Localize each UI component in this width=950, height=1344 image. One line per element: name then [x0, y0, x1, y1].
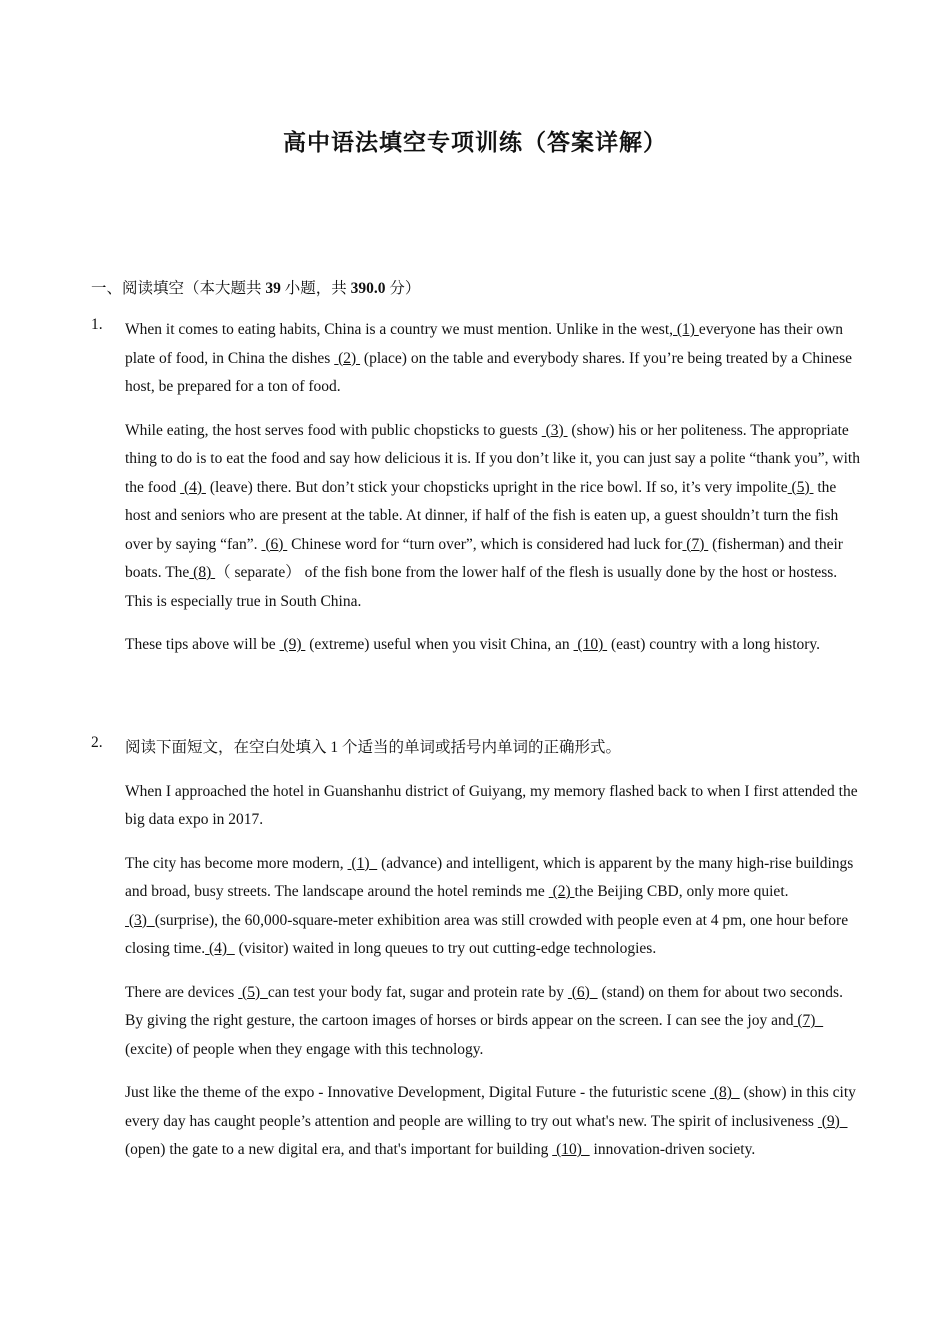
passage-paragraph: There are devices (5) can test your body fat, sugar and protein rate by (6) (stand) on them for about two seconds. By giving the right gesture, the cartoon images of horses or birds appear on the screen. I can see the joy and (7) (excite) of people when they engage with this technology. [125, 983, 843, 1058]
passage-paragraph: While eating, the host serves food with public chopsticks to guests (3) (show) his or her politeness. The appropriate thing to do is to eat the food and say how delicious it is. If you don’t like it, you can just say a polite “thank you”, with the food (4) (leave) there. But don’t stick your chopsticks upright in the rice bowl. If so, it’s very impolite (5) the host and seniors who are present at the table. At dinner, if half of the fish is eaten up, a guest shouldn’t turn the fish over by saying “fan”. (6) Chinese word for “turn over”, which is considered had luck for (7) (fisherman) and their boats. The (8) （ separate） of the fish bone from the lower half of the flesh is usually done by the host or hostess. This is especially true in South China. [125, 421, 860, 610]
question-2 [91, 734, 861, 1180]
passage-paragraph: Just like the theme of the expo - Innovative Development, Digital Future - the futuristic scene (8) (show) in this city every day has caught people’s attention and people are willing to try out what's new. The spirit of inclusiveness (9) (open) the gate to a new digital era, and that's important for building (10) innovation-driven society. [125, 1084, 856, 1158]
passage-paragraph: The city has become more modern, (1) (advance) and intelligent, which is apparent by the many high-rise buildings and broad, busy streets. The landscape around the hotel reminds me (2) the Beijing CBD, only more quiet. (3) (surprise), the 60,000-square-meter exhibition area was still crowded with people even at 4 pm, one hour before closing time. (4) (visitor) waited in long queues to try out cutting-edge technologies. [125, 854, 854, 957]
question-instruction: 阅读下面短文，在空白处填入 1 个适当的单词或括号内单词的正确形式。 [125, 739, 622, 756]
blank-7[interactable]: (7) [682, 535, 709, 553]
blank-2[interactable]: (2) [334, 349, 361, 367]
blank-5[interactable]: (5) [787, 478, 814, 496]
blank-8[interactable]: (8) [189, 564, 216, 581]
blank-3[interactable]: (3) [125, 911, 155, 929]
question-number: 1. [91, 316, 103, 333]
passage-paragraph: When it comes to eating habits, China is a country we must mention. Unlike in the west, (1) everyone has their own plate of food, in China the dishes (2) (place) on the table and everybody shares. If you’re being treated by a Chinese host, be prepared for a ton of food. [125, 321, 852, 395]
blank-10[interactable]: (10) [573, 636, 608, 653]
passage-paragraph: When I approached the hotel in Guanshanhu district of Guiyang, my memory flashed back to when I first attended the big data expo in 2017. [125, 782, 858, 828]
passage-paragraph: These tips above will be (9) (extreme) useful when you visit China, an (10) (east) country with a long history. [125, 636, 821, 653]
blank-5[interactable]: (5) [238, 983, 268, 1001]
blank-6[interactable]: (6) [567, 983, 598, 1001]
blank-2[interactable]: (2) [548, 883, 575, 900]
blank-4[interactable]: (4) [205, 940, 235, 957]
blank-9[interactable]: (9) [279, 636, 306, 653]
blank-6[interactable]: (6) [261, 535, 288, 553]
blank-10[interactable]: (10) [552, 1141, 590, 1158]
blank-3[interactable]: (3) [541, 421, 568, 439]
blank-8[interactable]: (8) [709, 1084, 740, 1101]
blank-7[interactable]: (7) [793, 1012, 824, 1029]
blank-9[interactable]: (9) [817, 1112, 848, 1130]
blank-1[interactable]: (1) [347, 854, 378, 872]
blank-4[interactable]: (4) [180, 478, 206, 496]
section-heading: 一、阅读填空（本大题共 39 小题，共 390.0 分） [91, 280, 421, 297]
question-1 [91, 316, 861, 675]
question-count: 39 [265, 280, 281, 297]
blank-1[interactable]: (1) [673, 321, 699, 338]
page-title: 高中语法填空专项训练（答案详解） [283, 129, 667, 156]
total-score: 390.0 [350, 280, 386, 297]
question-number: 2. [91, 734, 103, 751]
